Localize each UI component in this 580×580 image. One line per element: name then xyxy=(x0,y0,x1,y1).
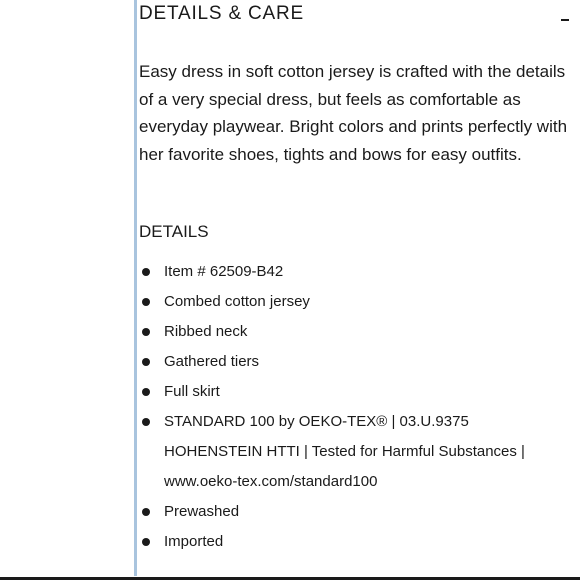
details-heading: DETAILS xyxy=(139,222,209,241)
list-item xyxy=(139,347,564,377)
list-item xyxy=(139,527,564,557)
list-item xyxy=(139,287,564,317)
list-item xyxy=(139,377,564,407)
list-item-text: STANDARD 100 by OEKO-TEX® | 03.U.9375 HOHENSTEIN HTTI | Tested for Harmful Substances | www.oeko-tex.com/standard100 xyxy=(164,413,525,490)
product-description: Easy dress in soft cotton jersey is crafted with the details of a very special dress, but feels as comfortable as everyday playwear. Bright colors and prints perfectly with her favorite shoes, tights and bows for easy outfits. xyxy=(139,62,568,164)
list-item-text: Combed cotton jersey xyxy=(164,293,310,310)
list-item xyxy=(139,497,564,527)
details-care-panel xyxy=(139,0,569,550)
list-item xyxy=(139,407,564,497)
bullet-icon xyxy=(142,388,150,396)
list-item-text: Ribbed neck xyxy=(164,323,248,340)
section-title: DETAILS & CARE xyxy=(139,3,304,24)
details-list xyxy=(139,257,564,557)
section-header[interactable] xyxy=(139,0,569,34)
panel-left-border xyxy=(134,0,137,576)
bullet-icon xyxy=(142,268,150,276)
bullet-icon xyxy=(142,538,150,546)
collapse-minus-icon[interactable] xyxy=(561,8,571,30)
bullet-icon xyxy=(142,418,150,426)
list-item-text: Gathered tiers xyxy=(164,353,260,370)
bullet-icon xyxy=(142,298,150,306)
bullet-icon xyxy=(142,328,150,336)
bullet-icon xyxy=(142,508,150,516)
bullet-icon xyxy=(142,358,150,366)
list-item xyxy=(139,317,564,347)
list-item-text: Full skirt xyxy=(164,383,220,400)
list-item-text: Imported xyxy=(164,533,224,550)
list-item-text: Item # 62509-B42 xyxy=(164,263,284,280)
list-item-text: Prewashed xyxy=(164,503,240,520)
list-item xyxy=(139,257,564,287)
